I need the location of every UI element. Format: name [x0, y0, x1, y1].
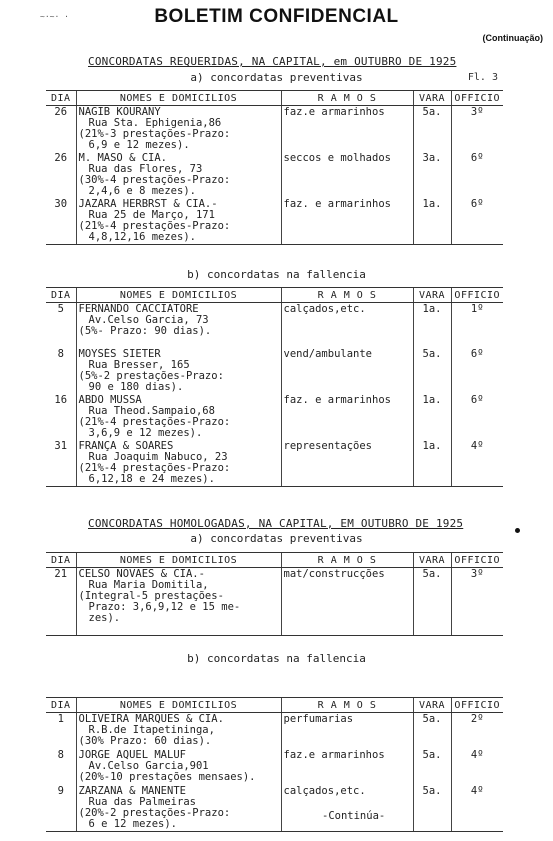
table-requeridas-preventivas: [46, 90, 503, 245]
table-row: [46, 198, 503, 245]
registry-office: 6º: [451, 348, 503, 394]
table-row: [46, 348, 503, 394]
entry-cell: [76, 303, 281, 348]
day-cell: 8: [57, 347, 64, 360]
court-number: 1a.: [413, 303, 451, 348]
court-number: 1a.: [413, 440, 451, 487]
business-type: faz.e armarinhos: [281, 749, 413, 785]
court-number: 5a.: [413, 749, 451, 785]
terms-line: (5%- Prazo: 90 dias).: [78, 325, 212, 337]
entry-cell: [76, 106, 281, 153]
company-name: MOYSÉS SIETER: [78, 347, 161, 360]
court-number: 1a.: [413, 394, 451, 440]
subheading-homologadas-preventivas: a) concordatas preventivas: [190, 532, 363, 545]
business-type: faz. e armarinhos: [281, 198, 413, 245]
continuation-note: (Continuação): [482, 33, 543, 43]
continua-note: -Continúa-: [322, 810, 386, 822]
address: Rua das Palmeiras: [88, 795, 196, 808]
terms-line: (21%-4 prestações-Prazo:: [78, 415, 231, 428]
company-name: ZARZANA & MANENTE: [78, 784, 186, 797]
table-row: [46, 394, 503, 440]
column-header-nomes: NOMES E DOMICILIOS: [76, 288, 281, 303]
table-row: [46, 303, 503, 348]
terms-line: 4,8,12,16 mezes).: [88, 231, 196, 243]
column-header-ramos: R A M O S: [281, 698, 413, 713]
terms-line: (30%-4 prestações-Prazo:: [78, 174, 231, 186]
registry-office: 6º: [451, 394, 503, 440]
column-header-oficio: OFFICIO: [451, 288, 503, 303]
entry-cell: [76, 440, 281, 487]
terms-line: 90 e 180 dias).: [88, 380, 184, 393]
company-name: JAZARA HERBRST & CIA.-: [78, 198, 218, 210]
registry-office: 4º: [451, 785, 503, 832]
business-type: calçados,etc.: [281, 785, 413, 832]
business-type: faz.e armarinhos: [281, 106, 413, 153]
business-type: vend/ambulante: [281, 348, 413, 394]
business-type: mat/construcções: [281, 568, 413, 636]
court-number: 5a.: [413, 106, 451, 153]
address: Rua Bresser, 165: [88, 358, 190, 371]
day-cell: 8: [57, 748, 64, 761]
court-number: 5a.: [413, 785, 451, 832]
column-header-dia: DIA: [46, 553, 76, 568]
column-header-nomes: NOMES E DOMICILIOS: [76, 91, 281, 106]
registry-office: 2º: [451, 713, 503, 749]
table-row: [46, 152, 503, 198]
day-cell: 1: [57, 713, 64, 725]
terms-line: (Integral-5 prestações-: [78, 590, 224, 602]
terms-line: 3,6,9 e 12 mezes).: [88, 426, 203, 439]
address: Av.Celso Garcia,901: [88, 759, 209, 772]
business-type: calçados,etc.: [281, 303, 413, 348]
court-number: 5a.: [413, 568, 451, 636]
court-number: 5a.: [413, 713, 451, 749]
day-cell: 26: [54, 106, 68, 118]
terms-line: 6,12,18 e 24 mezes).: [88, 472, 215, 485]
terms-line: 6 e 12 mezes).: [88, 817, 178, 830]
terms-line: 6,9 e 12 mezes).: [88, 139, 190, 151]
column-header-vara: VARA: [413, 698, 451, 713]
company-name: FERNANDO CACCIATORE: [78, 303, 199, 315]
company-name: OLIVEIRA MARQUES & CIA.: [78, 713, 224, 725]
company-name: NAGIB KOURANY: [78, 106, 161, 118]
table-row: [46, 713, 503, 749]
entry-cell: [76, 152, 281, 198]
day-cell: 9: [46, 785, 76, 832]
company-name: CELSO NOVAES & CIA.-: [78, 568, 205, 580]
entry-cell: [76, 568, 281, 636]
registry-office: 3º: [451, 568, 503, 636]
terms-line: (21%-3 prestações-Prazo:: [78, 128, 231, 140]
table-row: [46, 106, 503, 153]
terms-line: (30% Prazo: 60 dias).: [78, 735, 212, 747]
day-cell: 5: [57, 303, 64, 315]
business-type: representações: [281, 440, 413, 487]
entry-cell: [76, 198, 281, 245]
address: R.B.de Itapetininga,: [88, 724, 215, 736]
registry-office: 3º: [451, 106, 503, 153]
column-header-dia: DIA: [46, 91, 76, 106]
subheading-homologadas-fallencia: b) concordatas na fallencia: [187, 652, 366, 665]
court-number: 5a.: [413, 348, 451, 394]
terms-line: (21%-4 prestações-Prazo:: [78, 461, 231, 474]
terms-line: 2,4,6 e 8 mezes).: [88, 185, 196, 197]
terms-line: (20%-10 prestações mensaes).: [78, 770, 256, 783]
company-name: M. MASO & CIA.: [78, 152, 168, 164]
business-type: seccos e molhados: [281, 152, 413, 198]
business-type: perfumarias: [281, 713, 413, 749]
column-header-oficio: OFFICIO: [451, 698, 503, 713]
day-cell: 21: [46, 568, 76, 636]
column-header-ramos: R A M O S: [281, 553, 413, 568]
column-header-dia: DIA: [46, 698, 76, 713]
column-header-vara: VARA: [413, 288, 451, 303]
terms-line: (20%-2 prestações-Prazo:: [78, 806, 231, 819]
column-header-nomes: NOMES E DOMICILIOS: [76, 553, 281, 568]
court-number: 3a.: [413, 152, 451, 198]
day-cell: 26: [54, 152, 68, 164]
address: Rua Joaquim Nabuco, 23: [88, 450, 228, 463]
table-homologadas-fallencia: [46, 697, 503, 832]
address: Rua das Flores, 73: [88, 163, 203, 175]
day-cell: 31: [46, 440, 76, 487]
table-row: [46, 568, 503, 636]
registry-office: 6º: [451, 152, 503, 198]
day-cell: 16: [54, 393, 68, 406]
entry-cell: [76, 348, 281, 394]
company-name: ABDO MUSSA: [78, 393, 142, 406]
subheading-requeridas-preventivas: a) concordatas preventivas: [190, 71, 363, 84]
column-header-ramos: R A M O S: [281, 91, 413, 106]
entry-cell: [76, 394, 281, 440]
registry-office: 4º: [451, 749, 503, 785]
printing-specks: ~·~· ·: [40, 12, 69, 21]
section-heading-requeridas: CONCORDATAS REQUERIDAS, NA CAPITAL, em OUTUBRO DE 1925: [88, 55, 457, 68]
entry-cell: [76, 785, 281, 832]
registry-office: 4º: [451, 440, 503, 487]
entry-cell: [76, 749, 281, 785]
document-title: BOLETIM CONFIDENCIAL: [154, 6, 399, 27]
registry-office: 6º: [451, 198, 503, 245]
address: Rua Sta. Ephigenia,86: [88, 117, 222, 129]
terms-line: (21%-4 prestações-Prazo:: [78, 220, 231, 232]
entry-cell: [76, 713, 281, 749]
folha-number: Fl. 3: [467, 72, 498, 83]
address: Av.Celso Garcia, 73: [88, 314, 209, 326]
subheading-requeridas-fallencia: b) concordatas na fallencia: [187, 268, 366, 281]
address: Rua Maria Domitila,: [88, 579, 209, 591]
column-header-oficio: OFFICIO: [451, 91, 503, 106]
terms-line: Prazo: 3,6,9,12 e 15 me-: [88, 601, 241, 613]
column-header-oficio: OFFICIO: [451, 553, 503, 568]
column-header-vara: VARA: [413, 91, 451, 106]
address: Rua Theod.Sampaio,68: [88, 404, 215, 417]
registry-office: 1º: [451, 303, 503, 348]
column-header-vara: VARA: [413, 553, 451, 568]
section-heading-homologadas: CONCORDATAS HOMOLOGADAS, NA CAPITAL, EM OUTUBRO DE 1925: [88, 517, 464, 530]
company-name: FRANÇA & SOARES: [78, 439, 174, 452]
company-name: JORGE AQUEL MALUF: [78, 748, 186, 761]
ink-dot: [515, 528, 520, 533]
court-number: 1a.: [413, 198, 451, 245]
day-cell: 30: [46, 198, 76, 245]
terms-line: zes).: [88, 612, 121, 624]
table-requeridas-fallencia: [46, 287, 503, 487]
business-type: faz. e armarinhos: [281, 394, 413, 440]
table-row: [46, 749, 503, 785]
table-row: [46, 785, 503, 832]
column-header-dia: DIA: [46, 288, 76, 303]
column-header-ramos: R A M O S: [281, 288, 413, 303]
table-row: [46, 440, 503, 487]
column-header-nomes: NOMES E DOMICILIOS: [76, 698, 281, 713]
address: Rua 25 de Março, 171: [88, 209, 215, 221]
terms-line: (5%-2 prestações-Prazo:: [78, 369, 224, 382]
table-homologadas-preventivas: [46, 552, 503, 636]
